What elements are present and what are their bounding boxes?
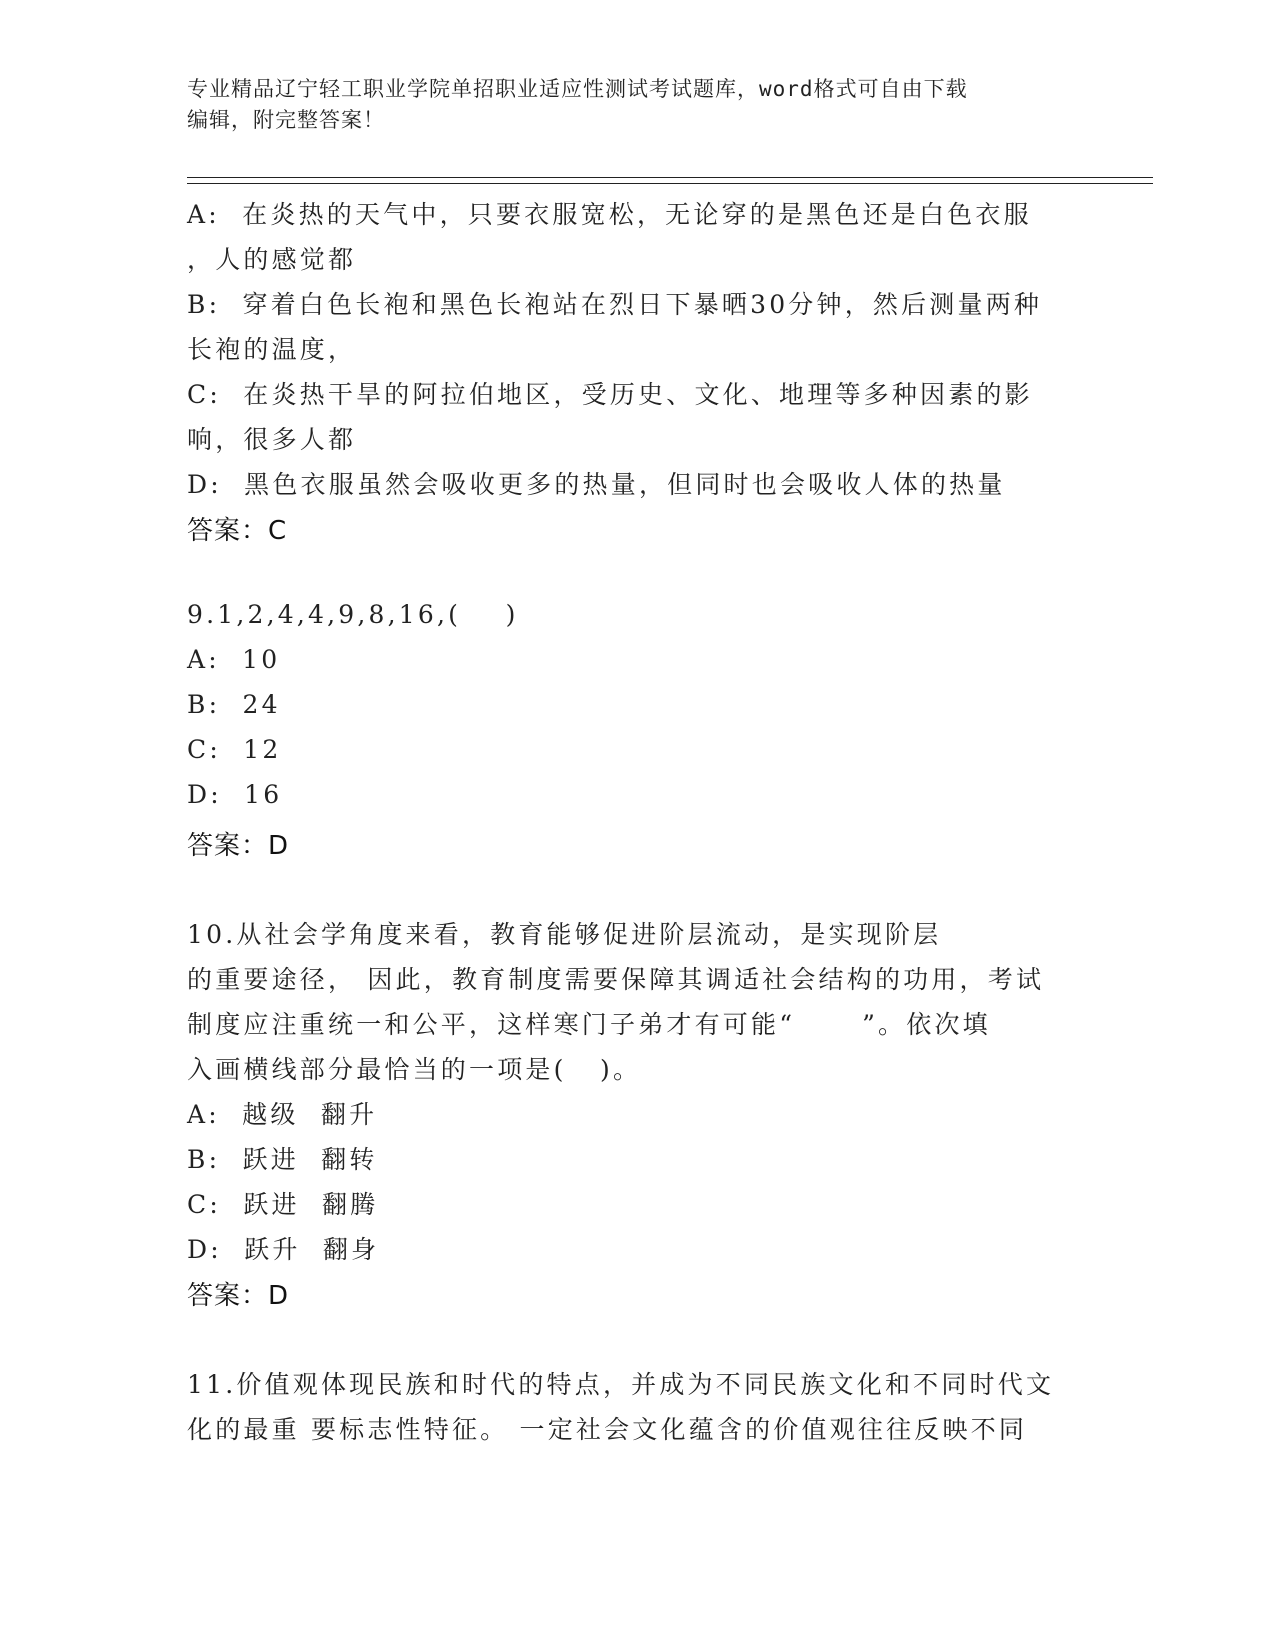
q8-option-a-line-1: A: 在炎热的天气中，只要衣服宽松，无论穿的是黑色还是白色衣服 (187, 200, 1032, 229)
q10-stem-line-3: 制度应注重统一和公平，这样寒门子弟才有可能“ ”。依次填 (187, 1010, 991, 1039)
q11-stem-line-2: 化的最重 要标志性特征。 一定社会文化蕴含的价值观往往反映不同 (187, 1415, 1028, 1444)
q10-option-d: D: 跃升 翻身 (187, 1235, 380, 1264)
q9-stem: 9.1,2,4,4,9,8,16,( ) (187, 600, 519, 629)
q9-answer: 答案：D (187, 831, 290, 861)
document-header (187, 74, 1067, 136)
q10-stem-line-1: 10.从社会学角度来看，教育能够促进阶层流动，是实现阶层 (187, 920, 942, 949)
q8-option-c-line-1: C: 在炎热干旱的阿拉伯地区，受历史、文化、地理等多种因素的影 (187, 380, 1033, 409)
q10-stem-line-4: 入画横线部分最恰当的一项是( )。 (187, 1055, 642, 1084)
q10-option-c: C: 跃进 翻腾 (187, 1190, 379, 1219)
q9-option-c: C: 12 (187, 735, 282, 764)
q8-option-c-line-2: 响，很多人都 (187, 425, 357, 454)
header-divider-top (187, 177, 1153, 178)
q10-option-a: A: 越级 翻升 (187, 1100, 378, 1129)
q8-answer: 答案：C (187, 516, 288, 546)
q10-answer: 答案：D (187, 1281, 290, 1311)
q10-option-b: B: 跃进 翻转 (187, 1145, 378, 1174)
q9-option-d: D: 16 (187, 780, 283, 809)
q8-option-a-line-2: ，人的感觉都 (187, 245, 357, 274)
q8-option-b-line-1: B: 穿着白色长袍和黑色长袍站在烈日下暴晒30分钟，然后测量两种 (187, 290, 1043, 319)
q9-option-b: B: 24 (187, 690, 281, 719)
q11-stem-line-1: 11.价值观体现民族和时代的特点，并成为不同民族文化和不同时代文 (187, 1370, 1055, 1399)
q10-stem-line-2: 的重要途径， 因此，教育制度需要保障其调适社会结构的功用，考试 (187, 965, 1045, 994)
q8-option-d: D: 黑色衣服虽然会吸收更多的热量，但同时也会吸收人体的热量 (187, 470, 1006, 499)
header-line-2: 编辑，附完整答案！ (187, 108, 385, 132)
q8-option-b-line-2: 长袍的温度， (187, 335, 357, 364)
header-line-1: 专业精品辽宁轻工职业学院单招职业适应性测试考试题库，word格式可自由下载 (187, 77, 968, 101)
q9-option-a: A: 10 (187, 645, 281, 674)
header-divider-bottom (187, 183, 1153, 184)
